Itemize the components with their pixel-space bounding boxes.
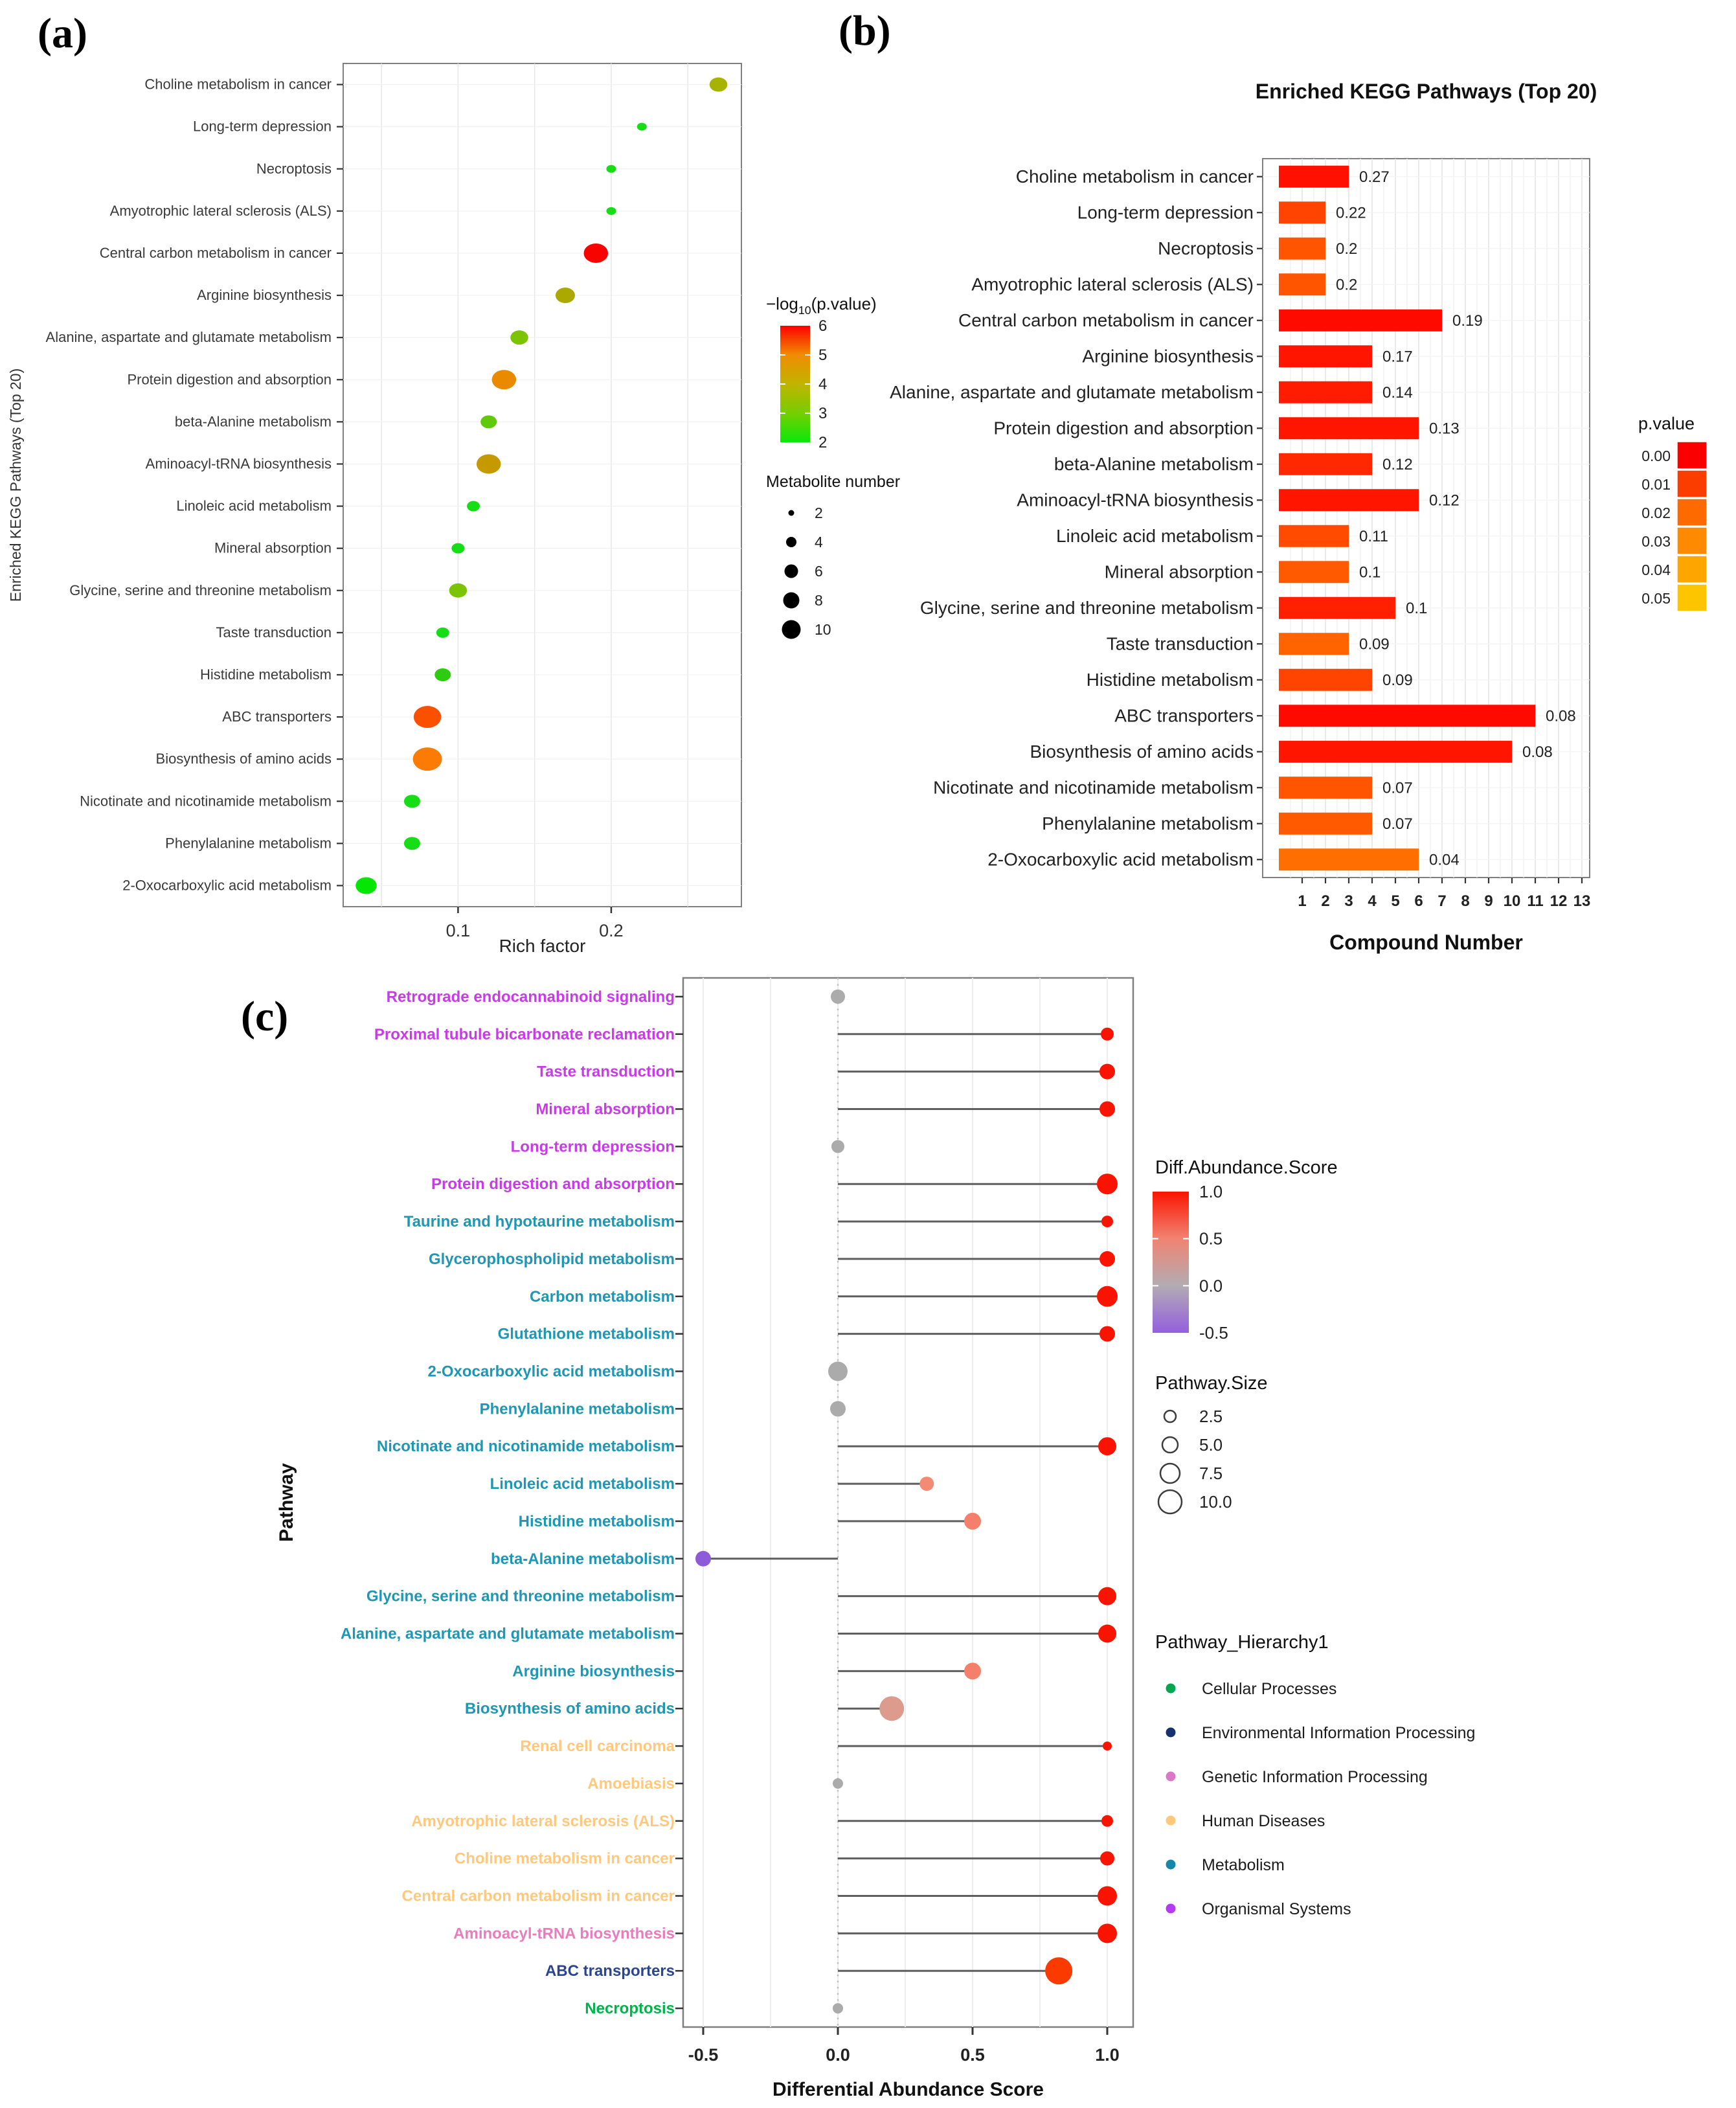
svg-text:Enriched KEGG Pathways (Top 20: Enriched KEGG Pathways (Top 20) (7, 368, 24, 602)
svg-text:4: 4 (815, 534, 823, 550)
bar-13 (1279, 597, 1395, 619)
bubble-9 (480, 415, 497, 428)
svg-text:Pathway.Size: Pathway.Size (1155, 1373, 1268, 1394)
svg-text:Nicotinate and nicotinamide me: Nicotinate and nicotinamide metabolism (376, 1438, 675, 1456)
svg-text:Diff.Abundance.Score: Diff.Abundance.Score (1155, 1157, 1338, 1178)
svg-text:0.2: 0.2 (1336, 240, 1358, 258)
bar-12 (1279, 561, 1349, 583)
svg-text:Biosynthesis of amino acids: Biosynthesis of amino acids (1030, 741, 1254, 762)
svg-text:Alanine, aspartate and glutama: Alanine, aspartate and glutamate metabolism (890, 381, 1254, 402)
svg-text:Choline metabolism in cancer: Choline metabolism in cancer (144, 76, 332, 93)
svg-text:Environmental Information Proc: Environmental Information Processing (1202, 1724, 1476, 1742)
bar-20 (1279, 848, 1419, 870)
svg-text:Arginine biosynthesis: Arginine biosynthesis (197, 287, 332, 304)
svg-text:0.2: 0.2 (599, 921, 624, 940)
bubble-6 (556, 288, 575, 303)
svg-text:Alanine, aspartate and glutama: Alanine, aspartate and glutamate metabolism (45, 329, 332, 346)
svg-text:0.04: 0.04 (1641, 561, 1671, 578)
lollipop-19 (964, 1662, 981, 1679)
svg-text:Enriched KEGG Pathways (Top 20: Enriched KEGG Pathways (Top 20) (1255, 80, 1597, 103)
svg-text:Cellular Processes: Cellular Processes (1202, 1680, 1337, 1698)
svg-text:4: 4 (1368, 892, 1377, 910)
lollipop-20 (879, 1696, 904, 1721)
svg-text:0.5: 0.5 (1199, 1229, 1223, 1249)
lollipop-27 (1045, 1957, 1072, 1984)
svg-text:Proximal tubule bicarbonate re: Proximal tubule bicarbonate reclamation (374, 1025, 675, 1043)
lollipop-10 (1099, 1326, 1115, 1342)
svg-text:7: 7 (1437, 892, 1447, 910)
svg-text:0.03: 0.03 (1641, 533, 1671, 550)
svg-text:0.11: 0.11 (1359, 527, 1388, 545)
svg-text:Glycerophospholipid metabolism: Glycerophospholipid metabolism (428, 1250, 675, 1268)
svg-text:13: 13 (1573, 892, 1591, 910)
svg-text:Choline metabolism in cancer: Choline metabolism in cancer (1015, 166, 1254, 187)
svg-text:Aminoacyl-tRNA biosynthesis: Aminoacyl-tRNA biosynthesis (145, 455, 332, 472)
lollipop-17 (1098, 1587, 1116, 1605)
svg-text:0.14: 0.14 (1382, 383, 1413, 402)
bubble-11 (467, 501, 480, 512)
svg-text:1.0: 1.0 (1095, 2045, 1120, 2065)
svg-text:0.0: 0.0 (826, 2045, 850, 2065)
svg-text:−log10(p.value): $-\log_{10}(p.value)$ (766, 294, 877, 317)
panel-b-pvalue-legend (1638, 414, 1707, 611)
svg-text:Histidine metabolism: Histidine metabolism (200, 666, 332, 683)
svg-text:0.12: 0.12 (1382, 455, 1413, 473)
svg-text:Taurine and hypotaurine metabo: Taurine and hypotaurine metabolism (403, 1213, 675, 1231)
svg-text:1: 1 (1298, 892, 1307, 910)
svg-text:0.07: 0.07 (1382, 815, 1413, 833)
lollipop-22 (833, 1778, 843, 1789)
svg-text:0.1: 0.1 (445, 921, 471, 940)
svg-text:-0.5: -0.5 (688, 2045, 719, 2065)
lollipop-4 (1099, 1102, 1115, 1117)
svg-text:2: 2 (818, 434, 828, 451)
svg-text:ABC transporters: ABC transporters (545, 1962, 675, 1980)
bubble-7 (510, 330, 528, 345)
svg-text:Biosynthesis of amino acids: Biosynthesis of amino acids (464, 1700, 675, 1718)
svg-text:0.19: 0.19 (1452, 312, 1483, 330)
svg-text:0.07: 0.07 (1382, 779, 1413, 797)
lollipop-11 (828, 1362, 848, 1381)
svg-text:Protein digestion and absorpti: Protein digestion and absorption (127, 371, 332, 388)
bar-11 (1279, 525, 1349, 547)
svg-text:0.04: 0.04 (1429, 851, 1460, 869)
svg-text:Amyotrophic lateral sclerosis: Amyotrophic lateral sclerosis (ALS) (109, 202, 332, 219)
svg-text:6: 6 (1414, 892, 1423, 910)
svg-text:Histidine metabolism: Histidine metabolism (518, 1512, 675, 1530)
svg-text:Central carbon metabolism in c: Central carbon metabolism in cancer (958, 310, 1254, 330)
panel-a-bubble-chart (0, 0, 958, 971)
svg-text:Metabolism: Metabolism (1202, 1856, 1285, 1874)
svg-text:ABC transporters: ABC transporters (222, 708, 332, 725)
panel-b-letter: (b) (839, 7, 891, 54)
svg-text:7.5: 7.5 (1199, 1464, 1223, 1483)
svg-text:4: 4 (818, 376, 828, 393)
bubble-4 (606, 207, 616, 215)
svg-text:p.value: p.value (1638, 414, 1695, 433)
hierarchy-dot-5 (1166, 1860, 1176, 1870)
lollipop-6 (1097, 1173, 1118, 1194)
bar-17 (1279, 741, 1512, 763)
svg-text:Aminoacyl-tRNA biosynthesis: Aminoacyl-tRNA biosynthesis (453, 1925, 675, 1943)
svg-text:Protein digestion and absorpti: Protein digestion and absorption (431, 1175, 675, 1194)
bar-9 (1279, 453, 1372, 475)
svg-text:0.01: 0.01 (1641, 476, 1671, 493)
svg-text:0.1: 0.1 (1406, 599, 1428, 617)
hierarchy-dot-1 (1166, 1684, 1176, 1694)
svg-text:Aminoacyl-tRNA biosynthesis: Aminoacyl-tRNA biosynthesis (1017, 490, 1254, 510)
svg-text:0.05: 0.05 (1641, 590, 1671, 607)
svg-text:0.08: 0.08 (1522, 743, 1553, 761)
lollipop-28 (833, 2003, 843, 2013)
bubble-16 (414, 706, 442, 728)
svg-text:0.00: 0.00 (1641, 448, 1671, 464)
svg-text:Pathway_Hierarchy1: Pathway_Hierarchy1 (1155, 1632, 1329, 1653)
svg-text:0.22: 0.22 (1336, 204, 1366, 222)
svg-text:Amoebiasis: Amoebiasis (587, 1774, 675, 1793)
bar-18 (1279, 776, 1372, 799)
bar-16 (1279, 705, 1535, 727)
svg-text:Long-term depression: Long-term depression (510, 1138, 675, 1156)
svg-text:0.27: 0.27 (1359, 168, 1390, 186)
svg-text:beta-Alanine metabolism: beta-Alanine metabolism (174, 413, 332, 430)
svg-text:Retrograde endocannabinoid sig: Retrograde endocannabinoid signaling (386, 988, 675, 1006)
lollipop-15 (964, 1513, 981, 1530)
svg-text:2-Oxocarboxylic acid metabolis: 2-Oxocarboxylic acid metabolism (122, 877, 332, 894)
svg-text:Rich factor: Rich factor (499, 936, 586, 956)
svg-text:2: 2 (1321, 892, 1330, 910)
bar-7 (1279, 381, 1372, 403)
svg-text:Taste transduction: Taste transduction (1106, 633, 1254, 654)
svg-text:Long-term depression: Long-term depression (192, 118, 332, 135)
svg-text:8: 8 (1461, 892, 1470, 910)
svg-text:Arginine biosynthesis: Arginine biosynthesis (1082, 346, 1254, 367)
svg-text:beta-Alanine metabolism: beta-Alanine metabolism (1054, 453, 1254, 474)
panel-c-hierarchy-legend (1155, 1632, 1475, 1918)
svg-text:Necroptosis: Necroptosis (256, 160, 332, 177)
svg-text:Taste transduction: Taste transduction (537, 1063, 675, 1081)
lollipop-23 (1101, 1815, 1113, 1827)
panel-c-lollipop-chart (0, 965, 1736, 2108)
svg-text:Genetic Information Processing: Genetic Information Processing (1202, 1768, 1428, 1786)
bubble-19 (404, 837, 420, 850)
svg-text:Central carbon metabolism in c: Central carbon metabolism in cancer (401, 1887, 675, 1905)
lollipop-7 (1101, 1216, 1113, 1227)
bar-15 (1279, 669, 1372, 691)
svg-text:0.0: 0.0 (1199, 1276, 1223, 1296)
lollipop-3 (1099, 1064, 1115, 1080)
bar-2 (1279, 201, 1325, 223)
lollipop-26 (1098, 1923, 1117, 1943)
svg-text:Phenylalanine metabolism: Phenylalanine metabolism (479, 1400, 675, 1418)
svg-text:Metabolite number: Metabolite number (766, 473, 901, 491)
svg-text:Mineral absorption: Mineral absorption (214, 539, 332, 556)
bubble-5 (584, 244, 609, 263)
bubble-15 (434, 668, 451, 681)
svg-text:3: 3 (1344, 892, 1353, 910)
svg-text:1.0: 1.0 (1199, 1182, 1223, 1201)
bubble-2 (637, 123, 647, 131)
bubble-8 (492, 370, 517, 389)
hierarchy-dot-4 (1166, 1816, 1176, 1826)
svg-text:8: 8 (815, 592, 823, 609)
lollipop-18 (1098, 1625, 1116, 1643)
svg-text:Mineral absorption: Mineral absorption (535, 1100, 675, 1118)
bar-6 (1279, 345, 1372, 367)
svg-text:10.0: 10.0 (1199, 1492, 1232, 1512)
hierarchy-dot-2 (1166, 1728, 1176, 1738)
svg-text:6: 6 (818, 317, 828, 335)
bar-5 (1279, 310, 1442, 332)
lollipop-21 (1103, 1741, 1112, 1751)
svg-text:5.0: 5.0 (1199, 1435, 1223, 1455)
svg-text:Amyotrophic lateral sclerosis: Amyotrophic lateral sclerosis (ALS) (971, 274, 1254, 295)
svg-text:0.2: 0.2 (1336, 276, 1358, 294)
svg-text:0.12: 0.12 (1429, 492, 1460, 510)
bar-14 (1279, 633, 1349, 655)
svg-text:12: 12 (1550, 892, 1568, 910)
svg-text:Choline metabolism in cancer: Choline metabolism in cancer (454, 1850, 675, 1868)
lollipop-12 (830, 1401, 846, 1416)
svg-text:Alanine, aspartate and glutama: Alanine, aspartate and glutamate metabolism (340, 1625, 675, 1643)
svg-text:Nicotinate and nicotinamide me: Nicotinate and nicotinamide metabolism (933, 777, 1254, 798)
bubble-18 (404, 795, 420, 808)
svg-text:0.08: 0.08 (1546, 707, 1576, 725)
lollipop-2 (1101, 1028, 1114, 1041)
svg-text:Necroptosis: Necroptosis (585, 2000, 675, 2018)
svg-text:Renal cell carcinoma: Renal cell carcinoma (520, 1738, 675, 1756)
svg-text:2-Oxocarboxylic acid metabolis: 2-Oxocarboxylic acid metabolism (427, 1363, 675, 1381)
lollipop-8 (1099, 1251, 1115, 1267)
svg-text:Carbon metabolism: Carbon metabolism (529, 1287, 675, 1306)
svg-text:0.09: 0.09 (1382, 671, 1413, 689)
svg-text:5: 5 (818, 346, 828, 364)
lollipop-1 (831, 990, 845, 1004)
lollipop-9 (1097, 1286, 1118, 1307)
bubble-3 (606, 165, 616, 173)
svg-text:11: 11 (1527, 892, 1544, 910)
lollipop-25 (1098, 1887, 1117, 1906)
bubble-1 (710, 78, 728, 92)
panel-a-letter: (a) (38, 10, 87, 57)
svg-text:Biosynthesis of amino acids: Biosynthesis of amino acids (155, 751, 332, 767)
svg-text:Linoleic acid metabolism: Linoleic acid metabolism (1055, 525, 1254, 546)
svg-text:2.5: 2.5 (1199, 1407, 1223, 1426)
svg-text:-0.5: -0.5 (1199, 1323, 1228, 1343)
svg-text:Central carbon metabolism in c: Central carbon metabolism in cancer (99, 244, 332, 261)
bubble-13 (449, 584, 468, 598)
bar-19 (1279, 813, 1372, 835)
svg-text:Arginine biosynthesis: Arginine biosynthesis (512, 1662, 675, 1681)
svg-text:Human Diseases: Human Diseases (1202, 1812, 1325, 1830)
svg-text:10: 10 (1503, 892, 1521, 910)
bar-4 (1279, 273, 1325, 295)
svg-text:Phenylalanine metabolism: Phenylalanine metabolism (1042, 813, 1254, 833)
bar-3 (1279, 238, 1325, 260)
bar-1 (1279, 166, 1349, 188)
svg-text:Taste transduction: Taste transduction (216, 624, 332, 640)
lollipop-14 (919, 1477, 934, 1491)
bubble-14 (436, 628, 449, 638)
svg-text:Glycine, serine and threonine: Glycine, serine and threonine metabolism (919, 597, 1254, 618)
svg-text:9: 9 (1484, 892, 1493, 910)
bubble-10 (477, 454, 501, 473)
svg-text:0.02: 0.02 (1641, 504, 1671, 521)
svg-text:2-Oxocarboxylic acid metabolis: 2-Oxocarboxylic acid metabolism (987, 849, 1254, 870)
panel-c-axis (688, 2027, 1120, 2065)
panel-c-size-legend (1155, 1373, 1268, 1513)
svg-text:0.1: 0.1 (1359, 563, 1381, 582)
svg-text:Nicotinate and nicotinamide me: Nicotinate and nicotinamide metabolism (80, 793, 332, 810)
svg-text:5: 5 (1391, 892, 1400, 910)
svg-text:3: 3 (818, 405, 828, 422)
svg-text:0.13: 0.13 (1429, 420, 1460, 438)
panel-c-letter: (c) (241, 993, 289, 1040)
svg-text:Glutathione metabolism: Glutathione metabolism (497, 1325, 675, 1343)
svg-text:Linoleic acid metabolism: Linoleic acid metabolism (176, 497, 332, 514)
svg-text:6: 6 (815, 563, 823, 580)
panel-c-score-legend (1153, 1157, 1338, 1343)
svg-text:Glycine, serine and threonine: Glycine, serine and threonine metabolism (69, 582, 332, 598)
svg-text:Glycine, serine and threonine: Glycine, serine and threonine metabolism (366, 1587, 675, 1605)
svg-text:Phenylalanine metabolism: Phenylalanine metabolism (165, 835, 332, 852)
svg-text:beta-Alanine metabolism: beta-Alanine metabolism (490, 1550, 675, 1568)
svg-text:0.17: 0.17 (1382, 348, 1413, 366)
svg-text:2: 2 (815, 504, 823, 521)
svg-text:Compound Number: Compound Number (1329, 931, 1523, 954)
svg-text:Histidine metabolism: Histidine metabolism (1086, 669, 1254, 690)
svg-text:Necroptosis: Necroptosis (1158, 238, 1254, 258)
svg-text:0.09: 0.09 (1359, 635, 1390, 653)
bar-10 (1279, 489, 1419, 511)
panel-b-axis (1298, 878, 1590, 910)
svg-text:Long-term depression: Long-term depression (1077, 202, 1254, 223)
svg-text:Pathway: Pathway (276, 1463, 297, 1542)
lollipop-24 (1100, 1852, 1114, 1866)
svg-text:Protein digestion and absorpti: Protein digestion and absorption (993, 418, 1254, 438)
svg-text:Linoleic acid metabolism: Linoleic acid metabolism (490, 1475, 675, 1493)
svg-text:Amyotrophic lateral sclerosis: Amyotrophic lateral sclerosis (ALS) (411, 1812, 675, 1830)
lollipop-13 (1098, 1437, 1116, 1455)
svg-text:10: 10 (815, 621, 831, 638)
hierarchy-dot-6 (1166, 1904, 1176, 1914)
svg-text:Differential Abundance Score: Differential Abundance Score (772, 2079, 1044, 2100)
svg-text:0.5: 0.5 (960, 2045, 985, 2065)
lollipop-5 (831, 1140, 844, 1153)
hierarchy-dot-3 (1166, 1772, 1176, 1782)
bubble-17 (413, 747, 442, 771)
svg-text:Mineral absorption: Mineral absorption (1104, 561, 1254, 582)
svg-text:ABC transporters: ABC transporters (1114, 705, 1254, 726)
lollipop-16 (695, 1551, 711, 1567)
bar-8 (1279, 417, 1419, 439)
svg-text:Organismal Systems: Organismal Systems (1202, 1900, 1351, 1918)
bubble-12 (451, 543, 464, 554)
panel-b-bar-chart (828, 0, 1736, 971)
bubble-20 (355, 877, 377, 894)
